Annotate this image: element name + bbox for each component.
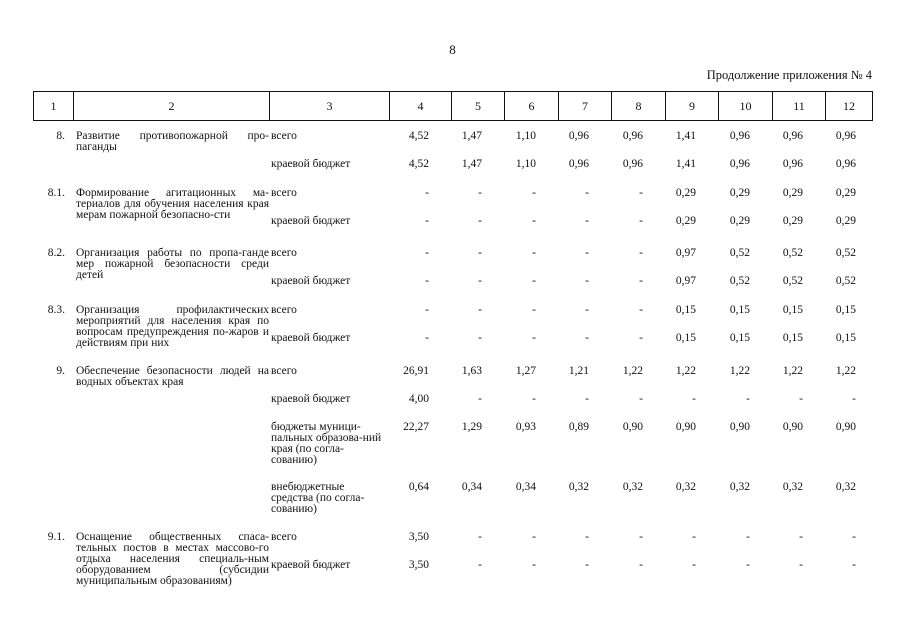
funding-source: краевой бюджет [271,559,351,571]
value-cell: 0,90 [622,421,643,433]
value-cell: 3,50 [408,559,429,571]
value-cell: 0,29 [675,187,696,199]
value-cell: 0,15 [675,304,696,316]
activity-name: Оснащение общественных спаса-тельных постов в местах массово-го отдыха населения специаль-ным оборудованием (субсидии муниципальным образованиям) [76,531,269,587]
funding-source: внебюджетные средства (по согла-сованию) [271,481,365,515]
value-cell: - [532,332,536,344]
value-cell: - [639,559,643,571]
value-cell: 0,29 [782,215,803,227]
value-cell: - [746,393,750,405]
value-cell: - [692,393,696,405]
value-cell: 0,29 [729,215,750,227]
row-number: 8.2. [47,247,65,259]
value-cell: 0,96 [622,158,643,170]
value-cell: 0,96 [835,130,856,142]
value-cell: 0,29 [835,187,856,199]
value-cell: - [746,531,750,543]
activity-name: Организация работы по пропа-ганде мер пожарной безопасности среди детей [76,247,269,281]
value-cell: 0,52 [835,247,856,259]
row-number: 8.3. [47,304,65,316]
value-cell: 0,96 [782,158,803,170]
value-cell: 0,93 [515,421,536,433]
value-cell: 22,27 [403,421,429,433]
value-cell: - [478,275,482,287]
value-cell: - [585,393,589,405]
value-cell: 0,15 [835,332,856,344]
value-cell: 0,15 [782,332,803,344]
value-cell: 1,41 [675,158,696,170]
value-cell: 0,15 [729,332,750,344]
value-cell: 0,96 [782,130,803,142]
value-cell: 1,10 [515,130,536,142]
value-cell: 0,96 [729,130,750,142]
value-cell: 0,96 [622,130,643,142]
value-cell: 1,10 [515,158,536,170]
header-cell: 10 [719,92,773,121]
value-cell: 0,52 [835,275,856,287]
value-cell: 1,22 [835,365,856,377]
funding-source: краевой бюджет [271,275,351,287]
value-cell: - [478,393,482,405]
value-cell: - [532,215,536,227]
value-cell: - [478,187,482,199]
value-cell: 4,52 [408,130,429,142]
value-cell: 0,90 [729,421,750,433]
value-cell: 0,32 [568,481,589,493]
header-cell: 12 [826,92,873,121]
value-cell: - [639,304,643,316]
value-cell: 0,29 [782,187,803,199]
value-cell: 26,91 [403,365,429,377]
value-cell: - [532,304,536,316]
value-cell: - [532,559,536,571]
value-cell: 0,32 [675,481,696,493]
value-cell: - [639,531,643,543]
value-cell: - [639,187,643,199]
row-number: 9.1. [47,531,65,543]
header-cell: 8 [612,92,666,121]
activity-name: Формирование агитационных ма-териалов для обучения населения края мерам пожарной безопасно-сти [76,187,269,221]
funding-source: краевой бюджет [271,215,351,227]
funding-source: краевой бюджет [271,393,351,405]
value-cell: 0,90 [782,421,803,433]
value-cell: 0,29 [675,215,696,227]
value-cell: - [746,559,750,571]
value-cell: - [478,304,482,316]
value-cell: - [585,187,589,199]
value-cell: 0,32 [782,481,803,493]
value-cell: - [639,275,643,287]
value-cell: 1,22 [622,365,643,377]
value-cell: 0,90 [675,421,696,433]
activity-name: Обеспечение безопасности людей на водных объектах края [76,365,269,388]
value-cell: 0,32 [622,481,643,493]
value-cell: - [585,215,589,227]
value-cell: 0,15 [675,332,696,344]
header-cell: 11 [773,92,826,121]
header-cell: 5 [452,92,505,121]
value-cell: - [425,215,429,227]
appendix-continuation-label: Продолжение приложения № 4 [706,68,872,82]
value-cell: 0,64 [408,481,429,493]
funding-source: всего [271,531,297,543]
value-cell: - [799,393,803,405]
value-cell: 1,22 [675,365,696,377]
value-cell: - [799,559,803,571]
value-cell: - [852,393,856,405]
funding-source: всего [271,247,297,259]
value-cell: 0,96 [568,158,589,170]
value-cell: - [425,304,429,316]
value-cell: 1,47 [461,130,482,142]
value-cell: 1,27 [515,365,536,377]
header-cell: 2 [74,92,270,121]
value-cell: 1,21 [568,365,589,377]
funding-source: краевой бюджет [271,158,351,170]
row-number: 8.1. [47,187,65,199]
value-cell: 0,15 [835,304,856,316]
activity-name: Организация профилактических мероприятий для населения края по вопросам предупреждения по-жаров и действиям при них [76,304,269,349]
header-cell: 9 [666,92,719,121]
funding-source: всего [271,304,297,316]
value-cell: 0,97 [675,247,696,259]
funding-source: краевой бюджет [271,332,351,344]
value-cell: 0,52 [729,247,750,259]
value-cell: - [478,215,482,227]
value-cell: 1,22 [729,365,750,377]
value-cell: - [639,332,643,344]
value-cell: 0,15 [729,304,750,316]
value-cell: - [639,215,643,227]
value-cell: - [585,247,589,259]
value-cell: - [852,531,856,543]
value-cell: 0,29 [835,215,856,227]
value-cell: - [585,559,589,571]
value-cell: 0,97 [675,275,696,287]
value-cell: 3,50 [408,531,429,543]
row-number: 9. [56,365,65,377]
value-cell: - [852,559,856,571]
value-cell: - [425,332,429,344]
value-cell: - [425,187,429,199]
value-cell: 0,96 [729,158,750,170]
value-cell: 1,63 [461,365,482,377]
funding-source: бюджеты муници-пальных образова-ний края (по согла-сованию) [271,421,382,466]
funding-source: всего [271,365,297,377]
value-cell: - [425,247,429,259]
value-cell: 0,34 [515,481,536,493]
value-cell: 0,32 [729,481,750,493]
value-cell: - [532,247,536,259]
value-cell: - [532,187,536,199]
value-cell: - [692,559,696,571]
value-cell: - [585,332,589,344]
header-cell: 4 [390,92,452,121]
header-cell: 1 [34,92,74,121]
value-cell: 0,34 [461,481,482,493]
value-cell: 1,47 [461,158,482,170]
header-cell: 6 [505,92,559,121]
value-cell: 0,52 [782,247,803,259]
value-cell: - [532,393,536,405]
value-cell: 1,29 [461,421,482,433]
value-cell: 1,41 [675,130,696,142]
value-cell: - [585,275,589,287]
value-cell: 0,15 [782,304,803,316]
value-cell: - [585,304,589,316]
value-cell: - [478,247,482,259]
column-number-header [33,91,873,121]
value-cell: 0,52 [729,275,750,287]
activity-name: Развитие противопожарной про-паганды [76,130,269,153]
value-cell: - [478,559,482,571]
value-cell: 0,96 [568,130,589,142]
value-cell: - [425,275,429,287]
value-cell: - [639,393,643,405]
value-cell: 4,00 [408,393,429,405]
value-cell: - [532,275,536,287]
value-cell: - [692,531,696,543]
row-number: 8. [56,130,65,142]
value-cell: 4,52 [408,158,429,170]
funding-source: всего [271,130,297,142]
value-cell: - [478,531,482,543]
header-cell: 7 [559,92,612,121]
value-cell: - [585,531,589,543]
value-cell: - [532,531,536,543]
funding-source: всего [271,187,297,199]
value-cell: 0,29 [729,187,750,199]
value-cell: 0,89 [568,421,589,433]
page-number: 8 [449,42,456,57]
value-cell: 0,90 [835,421,856,433]
value-cell: 1,22 [782,365,803,377]
value-cell: 0,32 [835,481,856,493]
header-cell: 3 [270,92,390,121]
value-cell: 0,52 [782,275,803,287]
value-cell: 0,96 [835,158,856,170]
value-cell: - [639,247,643,259]
value-cell: - [799,531,803,543]
value-cell: - [478,332,482,344]
